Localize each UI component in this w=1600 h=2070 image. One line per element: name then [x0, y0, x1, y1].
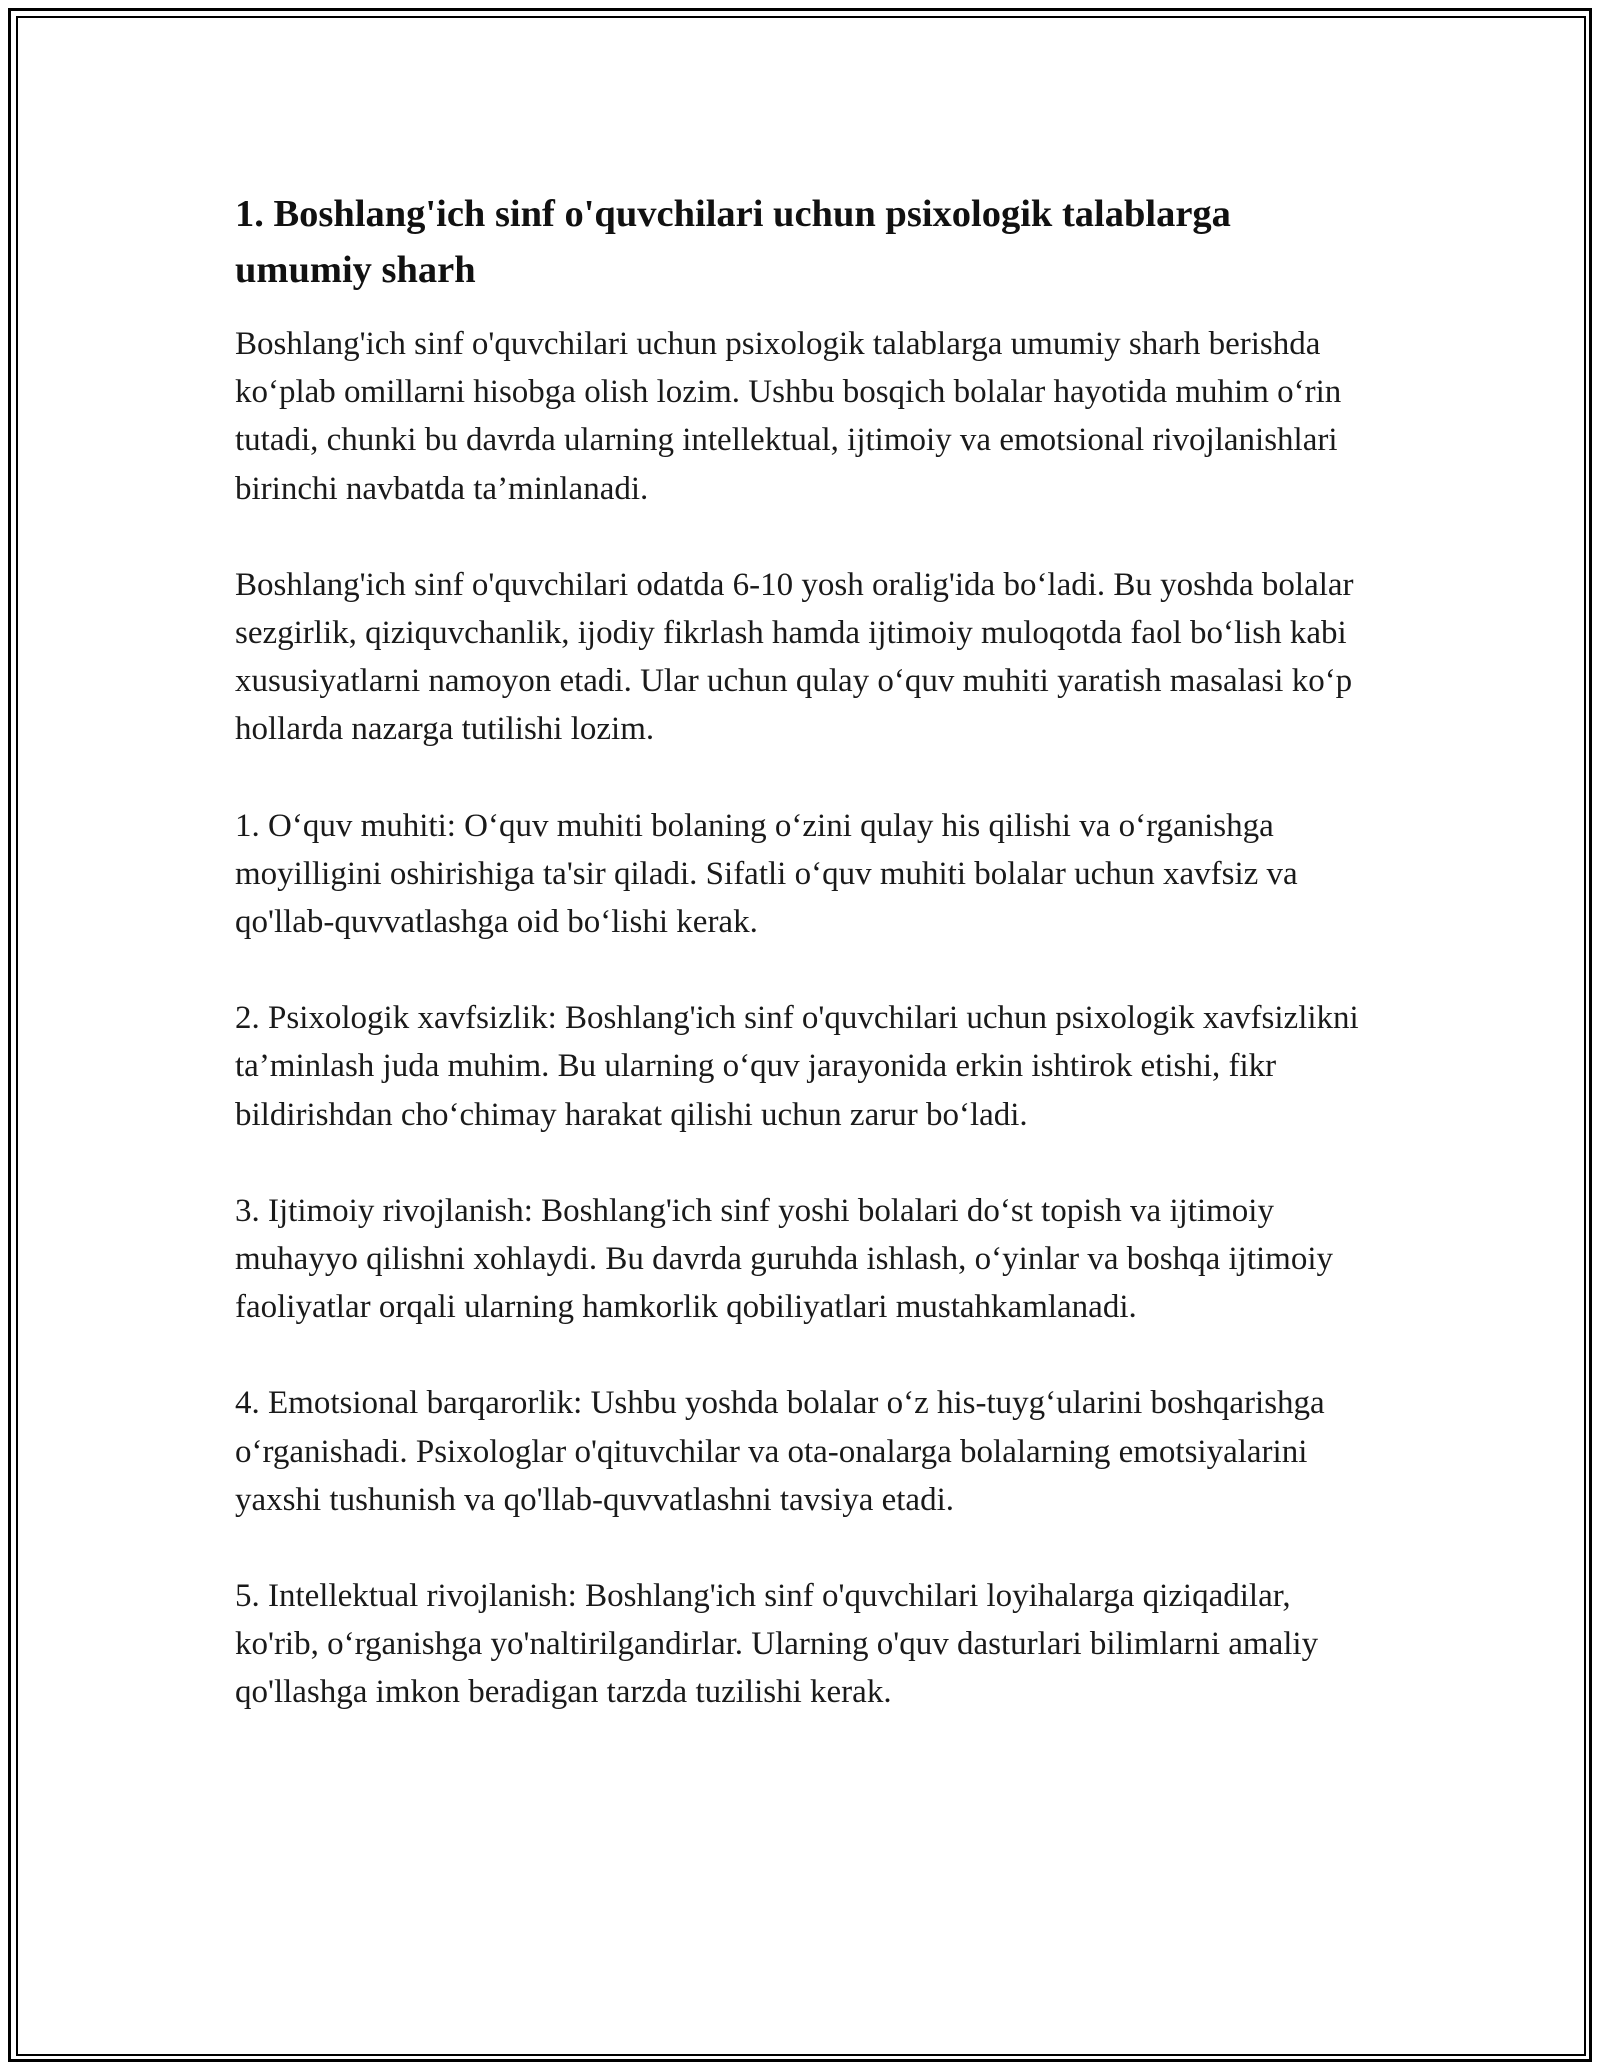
paragraph-psychological-safety: 2. Psixologik xavfsizlik: Boshlang'ich sinf o'quvchilari uchun psixologik xavfsizlikni ta’minlash juda muhim. Bu ularning o‘quv jarayonida erkin ishtirok etishi, fikr bildirishdan cho‘chimay harakat qilishi uchun zarur bo‘ladi. — [235, 1000, 1359, 1133]
paragraph-emotional-stability: 4. Emotsional barqarorlik: Ushbu yoshda bolalar o‘z his-tuyg‘ularini boshqarishga o‘rganishadi. Psixologlar o'qituvchilar va ota-onalarga bolalarning emotsiyalarini yaxshi tushunish va qo'llab-quvvatlashni tavsiya etadi. — [235, 1385, 1325, 1518]
document-title: 1. Boshlang'ich sinf o'quvchilari uchun psixologik talablarga umumiy sharh — [235, 193, 1231, 291]
document-body — [235, 186, 1365, 1765]
paragraph-intellectual-development: 5. Intellektual rivojlanish: Boshlang'ich sinf o'quvchilari loyihalarga qiziqadilar, ko'rib, o‘rganishga yo'naltirilgandirlar. Ularning o'quv dasturlari bilimlarni amaliy qo'llashga imkon beradigan tarzda tuzilishi kerak. — [235, 1578, 1319, 1711]
paragraph-age: Boshlang'ich sinf o'quvchilari odatda 6-10 yosh oralig'ida bo‘ladi. Bu yoshda bolalar sezgirlik, qiziquvchanlik, ijodiy fikrlash hamda ijtimoiy muloqotda faol bo‘lish kabi xususiyatlarni namoyon etadi. Ular uchun qulay o‘quv muhiti yaratish masalasi ko‘p hollarda nazarga tutilishi lozim. — [235, 566, 1354, 748]
paragraph-learning-environment: 1. O‘quv muhiti: O‘quv muhiti bolaning o‘zini qulay his qilishi va o‘rganishga moyilligini oshirishiga ta'sir qiladi. Sifatli o‘quv muhiti bolalar uchun xavfsiz va qo'llab-quvvatlashga oid bo‘lishi kerak. — [235, 807, 1298, 941]
paragraph-intro: Boshlang'ich sinf o'quvchilari uchun psixologik talablarga umumiy sharh berishda ko‘plab omillarni hisobga olish lozim. Ushbu bosqich bolalar hayotida muhim o‘rin tutadi, chunki bu davrda ularning intellektual, ijtimoiy va emotsional rivojlanishlari birinchi navbatda ta’minlanadi. — [235, 326, 1342, 507]
paragraph-social-development: 3. Ijtimoiy rivojlanish: Boshlang'ich sinf yoshi bolalari do‘st topish va ijtimoiy muhayyo qilishni xohlaydi. Bu davrda guruhda ishlash, o‘yinlar va boshqa ijtimoiy faoliyatlar orqali ularning hamkorlik qobiliyatlari mustahkamlanadi. — [235, 1192, 1334, 1326]
